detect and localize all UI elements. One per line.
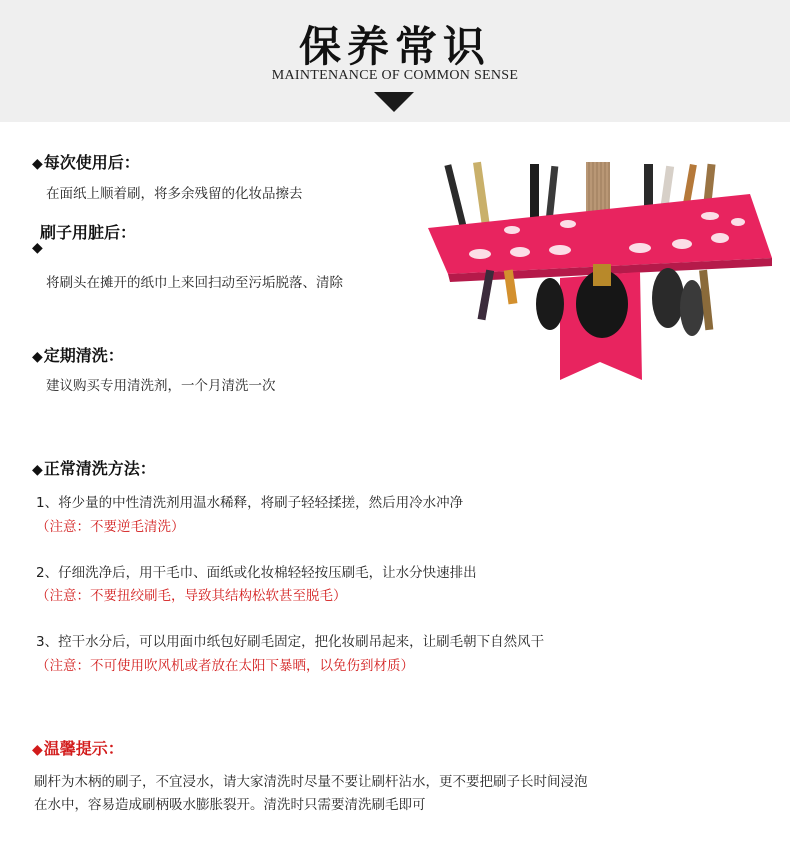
heading-tips-label: 温馨提示： (43, 739, 124, 758)
text-after-use: 在面纸上顺着刷，将多余残留的化妆品擦去 (46, 186, 303, 202)
brush-stand-image (420, 158, 780, 390)
step-note: （注意：不要逆毛清洗） (36, 519, 185, 535)
diamond-icon: ◆ (32, 240, 43, 256)
heading-dirty: 刷子用脏后： (40, 223, 137, 242)
diamond-icon: ◆ (32, 462, 43, 478)
heading-tips (32, 736, 124, 759)
brush-head (652, 268, 684, 328)
page-subtitle: MAINTENANCE OF COMMON SENSE (271, 68, 519, 83)
diamond-icon: ◆ (32, 349, 43, 365)
tips-line-2: 在水中，容易造成刷柄吸水膨胀裂开。清洗时只需要清洗刷毛即可 (34, 797, 426, 813)
heading-after-use-label: 每次使用后： (43, 153, 140, 172)
text-regular: 建议购买专用清洗剂，一个月清洗一次 (46, 378, 276, 394)
heading-after-use (32, 150, 140, 173)
down-arrow-icon (374, 92, 414, 112)
brush-head (680, 280, 704, 336)
diamond-icon: ◆ (32, 156, 43, 172)
step-text: 2、仔细洗净后，用干毛巾、面纸或化妆棉轻轻按压刷毛，让水分快速排出 (36, 565, 477, 581)
page-title: 保养常识 (298, 22, 491, 71)
step-note: （注意：不可使用吹风机或者放在太阳下暴晒，以免伤到材质） (36, 658, 414, 674)
header-banner (0, 0, 790, 122)
step-note: （注意：不要扭绞刷毛，导致其结构松软甚至脱毛） (36, 588, 347, 604)
tips-line-1: 刷杆为木柄的刷子，不宜浸水，请大家清洗时尽量不要让刷杆沾水，更不要把刷子长时间浸泡 (34, 774, 588, 790)
brush-head (536, 278, 564, 330)
heading-method-label: 正常清洗方法： (43, 459, 156, 478)
brush-ferrule (593, 264, 611, 286)
heading-regular (32, 343, 124, 366)
diamond-icon: ◆ (32, 742, 43, 758)
heading-regular-label: 定期清洗： (43, 346, 124, 365)
step-text: 3、控干水分后，可以用面巾纸包好刷毛固定，把化妆刷吊起来，让刷毛朝下自然风干 (36, 634, 545, 650)
heading-method (32, 456, 156, 479)
step-text: 1、将少量的中性清洗剂用温水稀释，将刷子轻轻揉搓，然后用冷水冲净 (36, 495, 464, 511)
text-dirty: 将刷头在摊开的纸巾上来回扫动至污垢脱落、清除 (46, 275, 343, 291)
